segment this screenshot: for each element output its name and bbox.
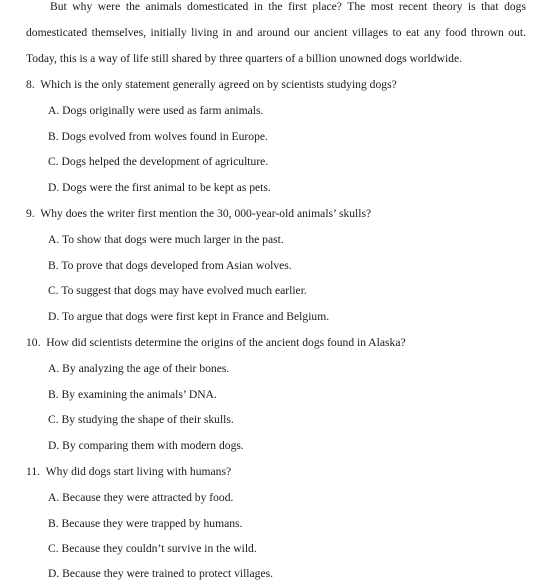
passage-line: Today, this is a way of life still shared by three quarters of a billion unowned dogs worldwide.	[26, 52, 463, 65]
option-c: C. Because they couldn’t survive in the wild.	[48, 542, 257, 555]
option-d: D. Because they were trained to protect villages.	[48, 567, 274, 580]
option-c: C. By studying the shape of their skulls.	[48, 413, 234, 426]
option-d: D. To argue that dogs were first kept in France and Belgium.	[48, 310, 330, 323]
option-b: B. To prove that dogs developed from Asian wolves.	[48, 259, 292, 272]
passage-line: domesticated themselves, initially living in and around our ancient villages to eat any food thrown out.	[26, 26, 526, 39]
option-a: A. To show that dogs were much larger in the past.	[48, 233, 284, 246]
question-number: 8.	[26, 78, 35, 91]
question-text: How did scientists determine the origins of the ancient dogs found in Alaska?	[46, 336, 406, 349]
question-text: Why does the writer first mention the 30, 000-year-old animals’ skulls?	[40, 207, 372, 220]
option-c: C. Dogs helped the development of agriculture.	[48, 155, 269, 168]
question-text: Why did dogs start living with humans?	[45, 465, 232, 478]
option-c: C. To suggest that dogs may have evolved much earlier.	[48, 284, 307, 297]
option-a: A. Dogs originally were used as farm animals.	[48, 104, 264, 117]
option-a: A. By analyzing the age of their bones.	[48, 362, 230, 375]
option-b: B. Dogs evolved from wolves found in Europe.	[48, 130, 268, 143]
question-stem	[26, 336, 406, 350]
option-d: D. Dogs were the first animal to be kept as pets.	[48, 181, 271, 194]
question-stem	[26, 465, 231, 479]
option-b: B. Because they were trapped by humans.	[48, 517, 243, 530]
question-text: Which is the only statement generally agreed on by scientists studying dogs?	[40, 78, 397, 91]
option-d: D. By comparing them with modern dogs.	[48, 439, 244, 452]
option-a: A. Because they were attracted by food.	[48, 491, 234, 504]
question-number: 10.	[26, 336, 41, 349]
question-stem	[26, 78, 397, 92]
option-b: B. By examining the animals’ DNA.	[48, 388, 217, 401]
question-number: 11.	[26, 465, 41, 478]
passage-line: But why were the animals domesticated in the first place? The most recent theory is that dogs	[50, 0, 526, 13]
question-stem	[26, 207, 371, 221]
question-number: 9.	[26, 207, 35, 220]
